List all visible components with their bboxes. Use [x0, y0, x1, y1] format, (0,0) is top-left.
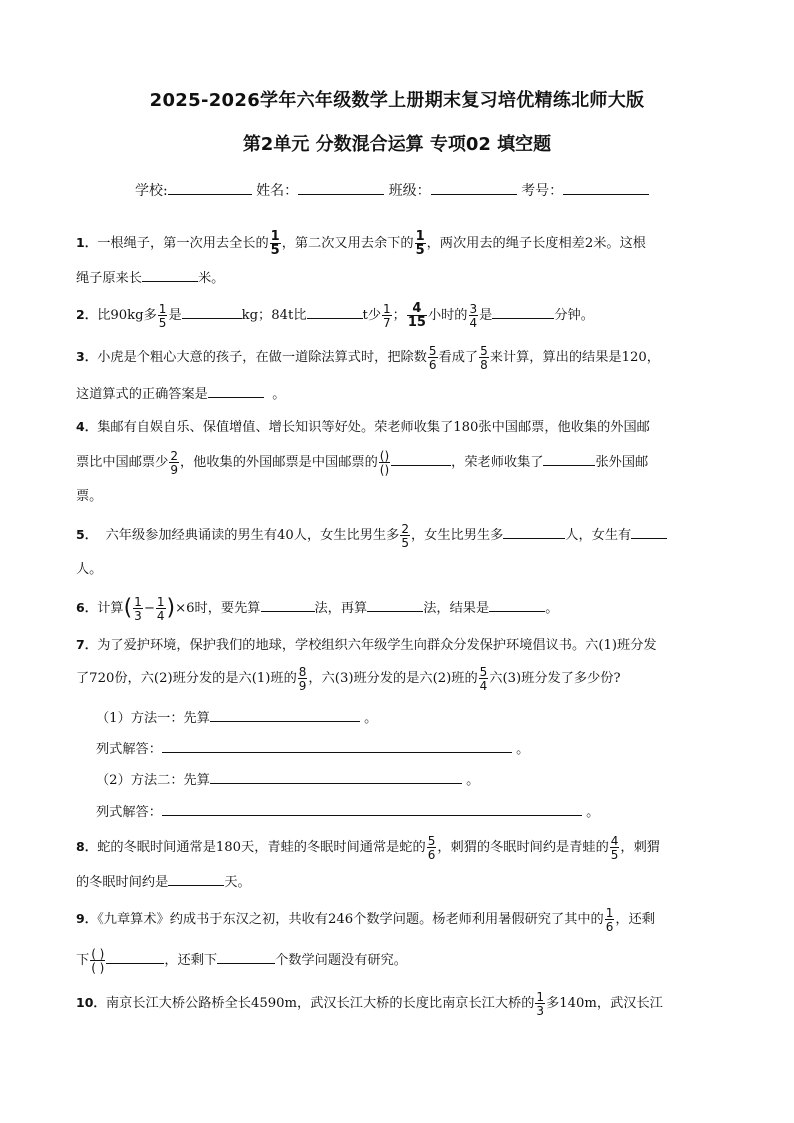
- question-7-part-2: [96, 769, 479, 788]
- question-1-line-2: [76, 262, 718, 296]
- left-paren: (: [123, 595, 133, 621]
- question-7: [76, 628, 718, 663]
- question-9: [76, 902, 718, 937]
- question-number: 5．: [76, 527, 98, 542]
- answer-blank[interactable]: [367, 599, 423, 612]
- question-7-solution-1: [96, 738, 529, 757]
- question-4-line-3: [76, 480, 718, 514]
- question-text: 天。: [224, 875, 251, 890]
- question-4-line-2: [76, 446, 718, 480]
- question-text: t少: [362, 308, 382, 323]
- question-7-line-2: [76, 662, 718, 696]
- question-text: 。: [272, 387, 286, 402]
- answer-blank[interactable]: [631, 526, 667, 539]
- answer-blank[interactable]: [208, 385, 264, 398]
- question-text: 《九章算术》约成书于东汉之初，共收有246个数学问题。杨老师利用暑假研究了其中的: [97, 912, 604, 927]
- question-text: ，女生比男生多: [410, 528, 504, 543]
- question-8-line-2: [76, 866, 718, 900]
- answer-blank[interactable]: [210, 709, 360, 722]
- question-text: 。: [545, 601, 559, 616]
- question-text: 的冬眠时间约是: [76, 875, 169, 890]
- question-number: 7．: [76, 637, 98, 652]
- fraction: $\frac{4}{5}$: [610, 833, 619, 862]
- fraction-blank[interactable]: $\frac{( )}{( )}$: [91, 946, 105, 975]
- question-text: ；: [392, 308, 406, 323]
- question-number: 8．: [76, 839, 98, 854]
- question-text: 。: [466, 773, 480, 788]
- answer-blank[interactable]: [217, 951, 275, 964]
- answer-blank[interactable]: [391, 453, 451, 466]
- question-text: 下: [76, 953, 90, 968]
- worksheet-title: 2025-2026学年六年级数学上册期末复习培优精练北师大版: [149, 90, 645, 111]
- question-text: 是: [479, 308, 493, 323]
- question-text: 分钟。: [554, 308, 594, 323]
- question-text: 来计算，算出的结果是120，: [489, 350, 660, 365]
- fraction: $\frac{1}{6}$: [605, 905, 614, 934]
- question-text: ，他收集的外国邮票是中国邮票的: [179, 455, 378, 470]
- question-text: 小虎是个粗心大意的孩子，在做一道除法算式时，把除数: [97, 350, 427, 365]
- fraction: $\frac{2}{5}$: [401, 521, 409, 550]
- question-number: 6．: [76, 600, 98, 615]
- worksheet-subtitle: 第2单元 分数混合运算 专项02 填空题: [242, 134, 552, 155]
- question-10: [76, 986, 718, 1021]
- question-text: 票。: [76, 489, 103, 504]
- answer-blank[interactable]: [492, 306, 554, 319]
- question-text: 绳子原来长: [76, 271, 142, 286]
- school-label: 学校:: [135, 183, 168, 199]
- question-text: 一根绳子，第一次用去全长的: [97, 236, 269, 251]
- question-text: 人，女生有: [565, 528, 632, 543]
- fraction: $\frac{1}{4}$: [156, 594, 165, 623]
- question-text: 米。: [197, 271, 225, 286]
- question-text: 是: [168, 308, 182, 323]
- name-blank[interactable]: [298, 180, 384, 195]
- question-text: 为了爱护环境，保护我们的地球，学校组织六年级学生向群众分发保护环境倡议书。六(1)班分发: [97, 638, 657, 653]
- fraction: $\frac{1}{5}$: [158, 301, 167, 330]
- question-number: 2．: [76, 307, 98, 322]
- question-text: ，荣老师收集了: [451, 455, 544, 470]
- fraction: $\frac{3}{4}$: [469, 301, 478, 330]
- question-text: ，刺猬的冬眠时间约是青蛙的: [437, 840, 609, 855]
- question-text: 法，结果是: [423, 601, 490, 616]
- question-text: 小时的: [427, 308, 468, 323]
- question-3-line-2: [76, 378, 718, 412]
- question-text: 。: [516, 742, 530, 757]
- question-text: 比90kg多: [97, 308, 157, 323]
- student-info-line: [135, 180, 649, 200]
- question-text: 多140m，武汉长江: [546, 996, 663, 1011]
- question-text: ，六(3)班分发的是六(2)班的: [308, 671, 478, 686]
- question-text: 。: [364, 711, 378, 726]
- question-9-line-2: [76, 944, 718, 978]
- question-text: 了720份，六(2)班分发的是六(1)班的: [76, 671, 297, 686]
- answer-blank[interactable]: [503, 526, 565, 539]
- question-number: 9．: [76, 911, 98, 926]
- fraction: $\frac{1}{7}$: [383, 301, 391, 330]
- fraction: $\frac{4}{15}$: [407, 300, 426, 330]
- question-number: 1．: [76, 235, 98, 250]
- fraction: $\frac{5}{4}$: [479, 664, 488, 693]
- fraction: $\frac{5}{8}$: [480, 343, 488, 372]
- answer-blank[interactable]: [106, 951, 164, 964]
- question-text: ，还剩: [615, 912, 655, 927]
- school-blank[interactable]: [168, 180, 252, 195]
- name-label: 姓名：: [256, 183, 299, 199]
- question-text: 南京长江大桥公路桥全长4590m，武汉长江大桥的长度比南京长江大桥的: [105, 996, 535, 1011]
- question-5: [76, 518, 718, 553]
- fraction: $\frac{2}{9}$: [170, 448, 178, 477]
- question-text: 法，再算: [314, 601, 368, 616]
- question-text: 。: [586, 805, 600, 820]
- question-text: （2）方法二：先算: [96, 773, 210, 788]
- fraction: $\frac{8}{9}$: [298, 664, 307, 693]
- question-text: 集邮有自娱自乐、保值增值、增长知识等好处。荣老师收集了180张中国邮票，他收集的外国邮: [97, 420, 650, 435]
- question-text: 人。: [76, 562, 103, 577]
- question-text: 六年级参加经典诵读的男生有40人，女生比男生多: [105, 528, 400, 543]
- question-5-line-2: [76, 553, 718, 587]
- answer-blank[interactable]: [210, 771, 462, 784]
- question-text: 看成了: [438, 350, 479, 365]
- exam-no-label: 考号：: [521, 183, 564, 199]
- answer-blank[interactable]: [307, 306, 363, 319]
- answer-blank[interactable]: [261, 599, 315, 612]
- fraction: $\frac{1}{5}$: [415, 228, 425, 258]
- question-text: ×6时，要先算: [175, 601, 261, 616]
- question-text: 六(3)班分发了多少份?: [489, 671, 621, 686]
- question-text: 这道算式的正确答案是: [76, 387, 208, 402]
- fraction: $\frac{5}{6}$: [427, 833, 436, 862]
- answer-blank[interactable]: [182, 306, 242, 319]
- fraction: $\frac{1}{3}$: [134, 594, 142, 623]
- question-text: kg；84t比: [241, 308, 307, 323]
- question-text: ，刺猬: [620, 840, 660, 855]
- question-text: 列式解答：: [96, 742, 162, 757]
- question-text: 蛇的冬眠时间通常是180天，青蛙的冬眠时间通常是蛇的: [97, 840, 426, 855]
- question-text: ，还剩下: [164, 953, 218, 968]
- question-text: 列式解答：: [96, 805, 162, 820]
- answer-blank[interactable]: [162, 803, 582, 816]
- answer-blank[interactable]: [543, 453, 595, 466]
- question-4: [76, 410, 718, 445]
- right-paren: ): [166, 595, 176, 621]
- answer-blank[interactable]: [162, 740, 512, 753]
- answer-blank[interactable]: [489, 599, 545, 612]
- question-text: ，两次用去的绳子长度相差2米。这根: [426, 236, 646, 251]
- question-3: [76, 340, 718, 375]
- exam-no-blank[interactable]: [563, 180, 649, 195]
- question-text: （1）方法一：先算: [96, 711, 210, 726]
- question-text: 计算: [97, 601, 124, 616]
- question-number: 4．: [76, 419, 98, 434]
- fraction: $\frac{1}{5}$: [270, 228, 280, 258]
- answer-blank[interactable]: [168, 873, 224, 886]
- question-6: 6．计算( $\frac{1}{3}$ − $\frac{1}{4}$ )×6时，要先算 法，再算 法，结果是 。: [76, 594, 559, 623]
- fraction: $\frac{5}{6}$: [428, 343, 437, 372]
- fraction-blank[interactable]: $\frac{()}{()}$: [379, 448, 390, 477]
- question-text: ，第二次又用去余下的: [281, 236, 414, 251]
- question-number: 3．: [76, 349, 98, 364]
- question-text: 票比中国邮票少: [76, 455, 169, 470]
- question-text: 个数学问题没有研究。: [275, 953, 407, 968]
- answer-blank[interactable]: [142, 269, 198, 282]
- class-label: 班级：: [388, 183, 431, 199]
- question-8: [76, 830, 718, 865]
- fraction: $\frac{1}{3}$: [536, 989, 545, 1018]
- class-blank[interactable]: [431, 180, 517, 195]
- question-7-part-1: [96, 707, 377, 726]
- question-1: [76, 226, 718, 261]
- question-2: [76, 298, 718, 333]
- question-7-solution-2: [96, 801, 599, 820]
- question-number: 10．: [76, 995, 106, 1010]
- question-text: 张外国邮: [595, 455, 649, 470]
